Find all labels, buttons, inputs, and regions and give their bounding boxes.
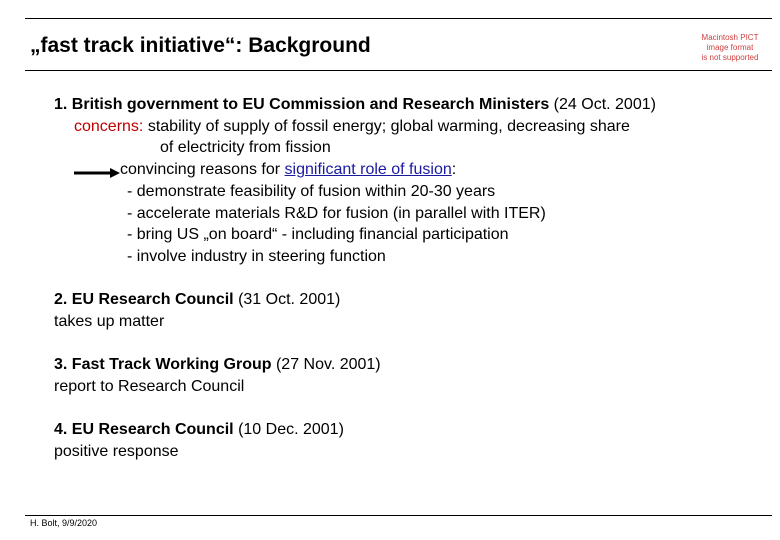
item-1-heading-line xyxy=(54,95,656,115)
concerns-label: concerns: xyxy=(74,118,144,135)
item-4-heading: 4. EU Research Council xyxy=(54,421,234,438)
bullet-item: - accelerate materials R&D for fusion (in parallel with ITER) xyxy=(127,205,546,222)
fusion-role-link[interactable]: significant role of fusion xyxy=(284,161,452,178)
top-rule xyxy=(25,18,772,19)
arrow-right-icon xyxy=(74,168,120,178)
item-4-date: (10 Dec. 2001) xyxy=(233,421,344,438)
title-rule xyxy=(25,70,772,71)
pict-notice-line: image format xyxy=(706,43,754,52)
item-1-heading: 1. British government to EU Commission and Research Ministers xyxy=(54,96,550,113)
reasons-line xyxy=(120,160,456,180)
bullet-item: - bring US „on board“ - including financial participation xyxy=(127,226,509,243)
item-4-heading-line xyxy=(54,420,344,440)
concerns-continuation: of electricity from fission xyxy=(160,139,331,156)
item-2-heading: 2. EU Research Council xyxy=(54,291,234,308)
item-3-heading-line xyxy=(54,355,381,375)
footer-author-date: H. Bolt, 9/9/2020 xyxy=(30,518,98,528)
item-3-text: report to Research Council xyxy=(54,378,245,395)
item-1-date: (24 Oct. 2001) xyxy=(549,96,656,113)
item-2-text: takes up matter xyxy=(54,313,165,330)
slide-title: „fast track initiative“: Background xyxy=(30,34,371,57)
item-3-date: (27 Nov. 2001) xyxy=(271,356,381,373)
pict-notice-line: Macintosh PICT xyxy=(701,33,759,42)
bullet-item: - demonstrate feasibility of fusion within 20-30 years xyxy=(127,183,496,200)
concerns-text: stability of supply of fossil energy; global warming, decreasing share xyxy=(143,118,630,135)
reasons-suffix: : xyxy=(451,161,457,178)
item-2-heading-line xyxy=(54,290,340,310)
pict-notice-line: is not supported xyxy=(701,53,759,62)
bullet-item: - involve industry in steering function xyxy=(127,248,386,265)
pict-unsupported-notice xyxy=(700,33,760,63)
item-4-text: positive response xyxy=(54,443,179,460)
footer-rule xyxy=(25,515,772,516)
reasons-prefix: convincing reasons for xyxy=(120,161,285,178)
concerns-line xyxy=(74,117,630,137)
item-2-date: (31 Oct. 2001) xyxy=(233,291,341,308)
item-3-heading: 3. Fast Track Working Group xyxy=(54,356,272,373)
